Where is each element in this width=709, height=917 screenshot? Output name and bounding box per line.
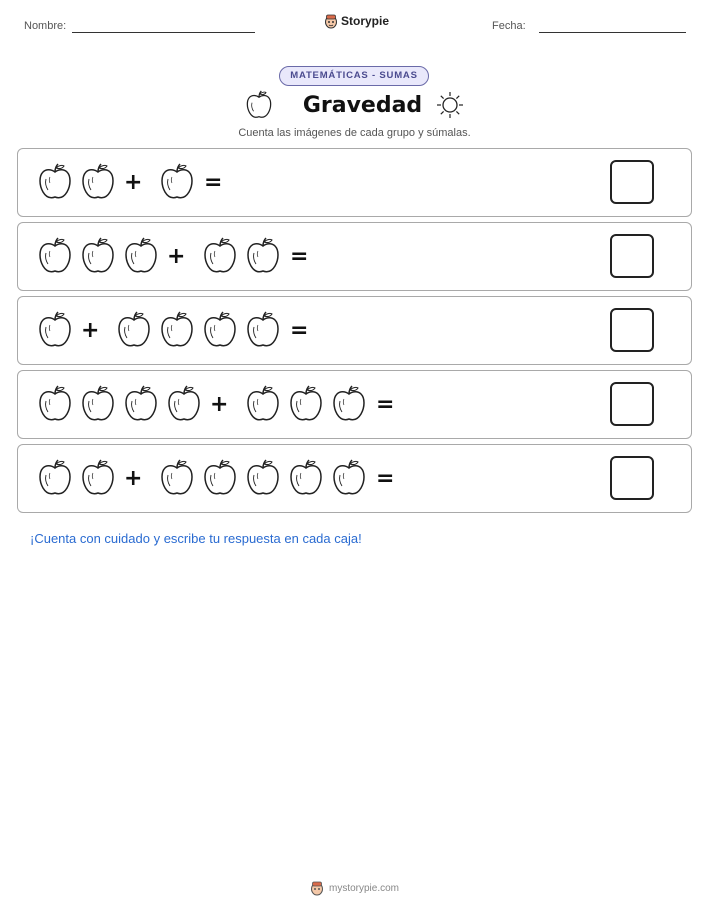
subtitle: Cuenta las imágenes de cada grupo y súmalas. <box>238 127 471 139</box>
date-label: Fecha: <box>492 20 526 32</box>
apple-icon <box>202 311 238 349</box>
problem-items <box>37 312 308 348</box>
equals-sign: = <box>290 317 309 343</box>
problem-items <box>37 460 394 496</box>
brand-logo <box>324 13 389 29</box>
apple-icon <box>202 459 238 497</box>
answer-box[interactable] <box>610 456 654 500</box>
apple-icon <box>245 90 273 120</box>
category-badge: MATEMÁTICAS - SUMAS <box>279 66 429 86</box>
plus-sign: + <box>81 317 100 343</box>
apple-icon <box>331 385 367 423</box>
problem-items <box>37 386 394 422</box>
date-line[interactable] <box>539 32 686 33</box>
apple-icon <box>159 311 195 349</box>
brand-name: Storypie <box>341 14 390 28</box>
name-label: Nombre: <box>24 20 67 32</box>
answer-box[interactable] <box>610 382 654 426</box>
apple-icon <box>37 311 73 349</box>
apple-icon <box>245 385 281 423</box>
apple-icon <box>288 385 324 423</box>
plus-sign: + <box>124 169 143 195</box>
apple-icon <box>80 385 116 423</box>
apple-icon <box>159 459 195 497</box>
answer-box[interactable] <box>610 308 654 352</box>
equals-sign: = <box>376 391 395 417</box>
apple-icon <box>245 459 281 497</box>
apple-icon <box>202 237 238 275</box>
answer-box[interactable] <box>610 234 654 278</box>
footer <box>0 880 709 896</box>
title-row <box>0 90 709 120</box>
apple-icon <box>116 311 152 349</box>
problem-items <box>37 238 308 274</box>
apple-icon <box>80 459 116 497</box>
apple-icon <box>123 237 159 275</box>
apple-icon <box>37 385 73 423</box>
problem-row <box>17 148 692 217</box>
answer-box[interactable] <box>610 160 654 204</box>
apple-icon <box>80 237 116 275</box>
plus-sign: + <box>167 243 186 269</box>
equals-sign: = <box>204 169 223 195</box>
plus-sign: + <box>210 391 229 417</box>
instruction-text: ¡Cuenta con cuidado y escribe tu respuesta en cada caja! <box>30 531 362 546</box>
apple-icon <box>80 163 116 201</box>
problem-row <box>17 296 692 365</box>
equals-sign: = <box>376 465 395 491</box>
apple-icon <box>37 459 73 497</box>
footer-url[interactable]: mystorypie.com <box>328 882 399 894</box>
plus-sign: + <box>124 465 143 491</box>
apple-icon <box>245 237 281 275</box>
problem-row <box>17 370 692 439</box>
problem-items <box>37 164 222 200</box>
name-line[interactable] <box>72 32 255 33</box>
equals-sign: = <box>290 243 309 269</box>
apple-icon <box>331 459 367 497</box>
apple-icon <box>166 385 202 423</box>
apple-icon <box>245 311 281 349</box>
apple-icon <box>37 163 73 201</box>
storypie-mascot-icon <box>324 13 338 29</box>
apple-icon <box>37 237 73 275</box>
sun-icon <box>436 91 464 119</box>
problem-row <box>17 222 692 291</box>
apple-icon <box>288 459 324 497</box>
apple-icon <box>123 385 159 423</box>
page-title: Gravedad <box>302 92 423 118</box>
storypie-mascot-icon <box>310 880 324 896</box>
apple-icon <box>159 163 195 201</box>
problem-row <box>17 444 692 513</box>
